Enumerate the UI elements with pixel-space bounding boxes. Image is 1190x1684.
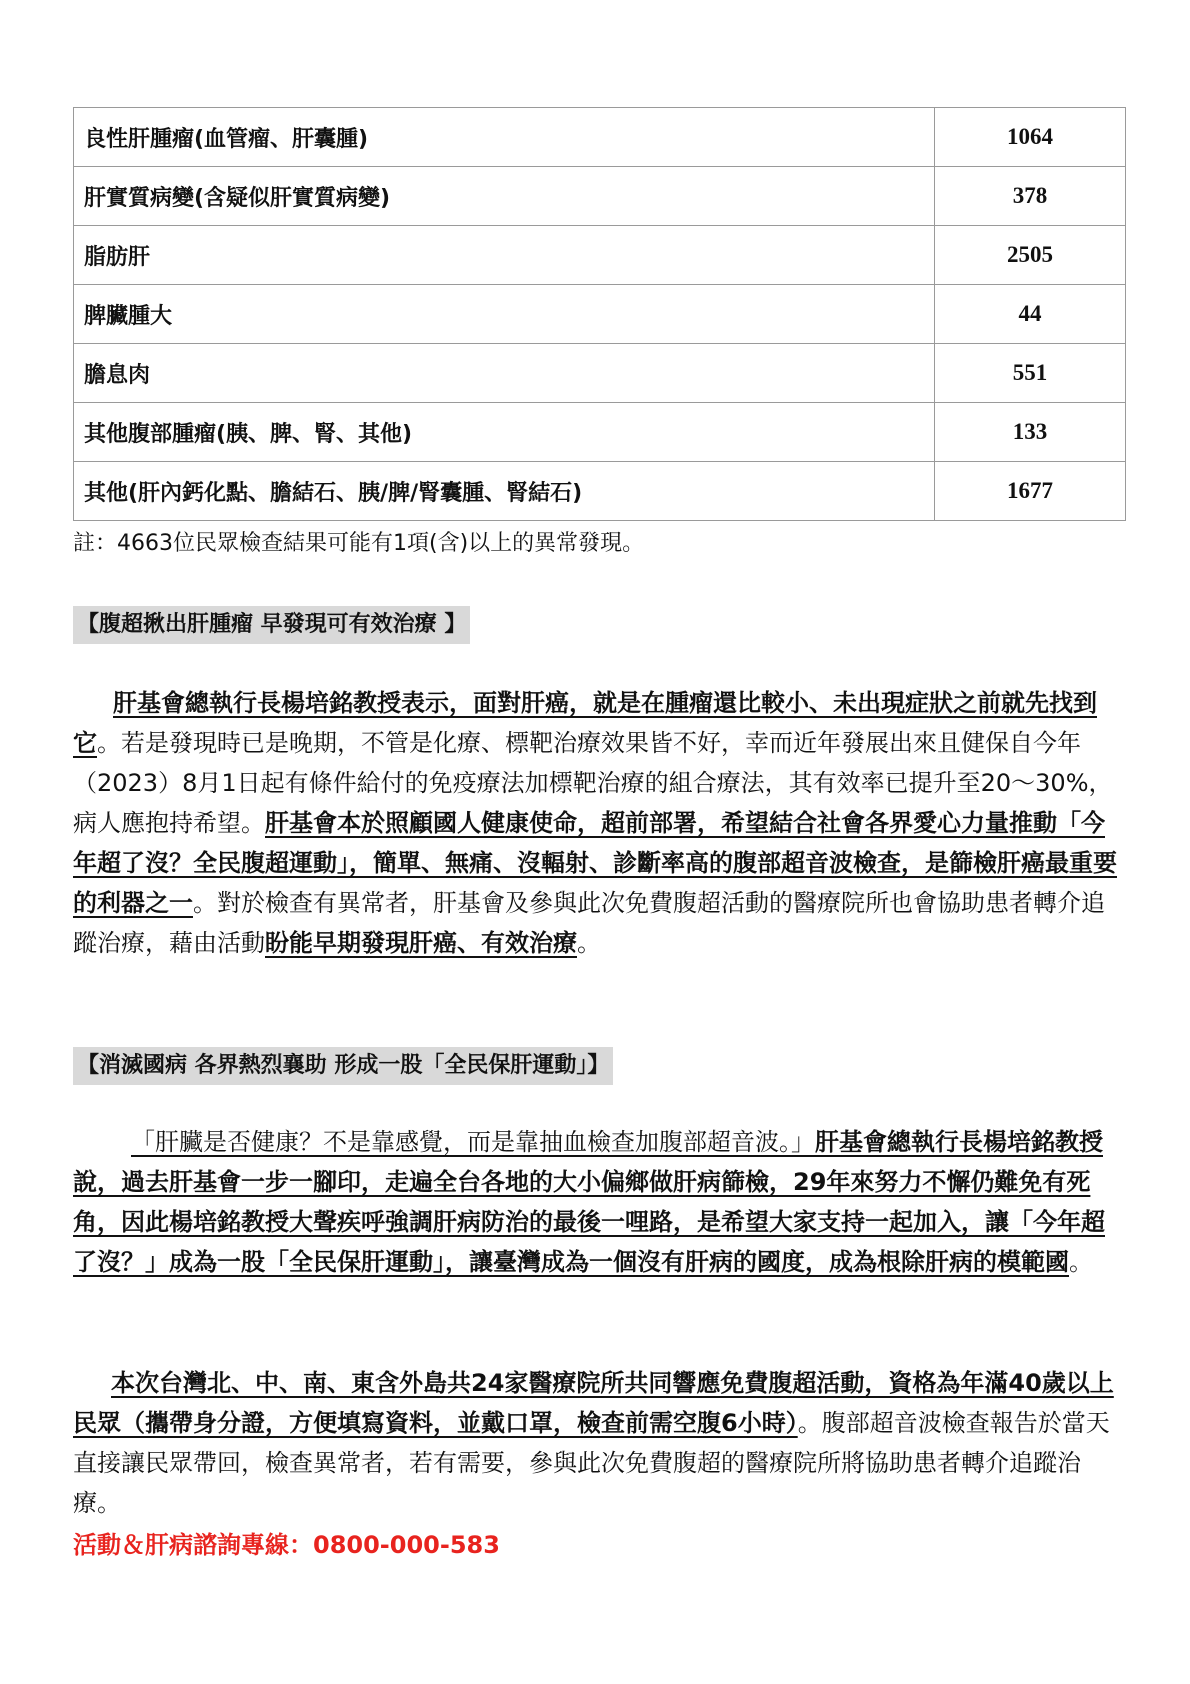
row-value: 2505 [935, 226, 1126, 285]
table-row [74, 285, 1126, 344]
row-label: 脾臟腫大 [74, 285, 935, 344]
row-label: 脂肪肝 [74, 226, 935, 285]
table-row [74, 403, 1126, 462]
paragraph-bold-text: 本次台灣北、中、南、東含外島共24家醫療院所共同響應免費腹超活動，資格為年滿40歲以上民眾（攜帶身分證，方便填寫資料，並戴口罩，檢查前需空腹6小時） [73, 1369, 1114, 1437]
row-label: 其他腹部腫瘤(胰、脾、腎、其他) [74, 403, 935, 462]
paragraph-bold-text: 肝基會本於照顧國人健康使命，超前部署，希望結合社會各界愛心力量推動「今年超了沒？全民腹超運動」，簡單、無痛、沒輻射、診斷率高的腹部超音波檢查，是篩檢肝癌最重要的利器之一 [73, 809, 1117, 917]
hotline [73, 1525, 1123, 1565]
paragraph-bold-text: 盼能早期發現肝癌、有效治療 [265, 929, 577, 957]
results-table [73, 107, 1126, 521]
row-value: 378 [935, 167, 1126, 226]
hotline-text: 活動＆肝病諮詢專線：0800-000-583 [73, 1531, 500, 1559]
row-value: 133 [935, 403, 1126, 462]
paragraph-event-info [73, 1363, 1123, 1523]
table-note: 註：4663位民眾檢查結果可能有1項(含)以上的異常發現。 [73, 531, 645, 556]
paragraph-liver-cancer [73, 683, 1123, 963]
row-value: 1064 [935, 108, 1126, 167]
section-heading-campaign: 【消滅國病 各界熱烈襄助 形成一股「全民保肝運動」】 [73, 1047, 613, 1085]
quote-text: 「肝臟是否健康？不是靠感覺，而是靠抽血檢查加腹部超音波。」 [131, 1128, 815, 1156]
row-label: 良性肝腫瘤(血管瘤、肝囊腫) [74, 108, 935, 167]
table-row [74, 226, 1126, 285]
paragraph-bold-text: 肝基會總執行長楊培銘教授表示，面對肝癌，就是在腫瘤還比較小、未出現症狀之前就先找到它 [73, 689, 1097, 757]
table-row [74, 108, 1126, 167]
paragraph-bold-text: 肝基會總執行長楊培銘教授說，過去肝基會一步一腳印，走遍全台各地的大小偏鄉做肝病篩檢，29年來努力不懈仍難免有死角，因此楊培銘教授大聲疾呼強調肝病防治的最後一哩路，是希望大家支持一起加入，讓「今年超了沒？」成為一股「全民保肝運動」，讓臺灣成為一個沒有肝病的國度，成為根除肝病的模範國 [73, 1128, 1105, 1276]
paragraph-text: 。若是發現時已是晚期，不管是化療、標靶治療效果皆不好，幸而近年發展出來且健保自今年（2023）8月1日起有條件給付的免疫療法加標靶治療的組合療法，其有效率已提升至20～30%，病人應抱持希望。 [73, 729, 1113, 837]
row-label: 膽息肉 [74, 344, 935, 403]
row-label: 其他(肝內鈣化點、膽結石、胰/脾/腎囊腫、腎結石) [74, 462, 935, 521]
row-value: 1677 [935, 462, 1126, 521]
row-label: 肝實質病變(含疑似肝實質病變) [74, 167, 935, 226]
table-row [74, 462, 1126, 521]
paragraph-quote [73, 1122, 1123, 1282]
table-row [74, 344, 1126, 403]
section-heading-tumor: 【腹超揪出肝腫瘤 早發現可有效治療 】 [73, 606, 470, 644]
paragraph-text: 。 [577, 929, 601, 957]
row-value: 551 [935, 344, 1126, 403]
paragraph-text: 。對於檢查有異常者，肝基會及參與此次免費腹超活動的醫療院所也會協助患者轉介追蹤治療，藉由活動 [73, 889, 1105, 957]
paragraph-text: 。 [1069, 1248, 1093, 1276]
row-value: 44 [935, 285, 1126, 344]
paragraph-text: 。腹部超音波檢查報告於當天直接讓民眾帶回，檢查異常者，若有需要，參與此次免費腹超的醫療院所將協助患者轉介追蹤治療。 [73, 1409, 1110, 1517]
table-row [74, 167, 1126, 226]
